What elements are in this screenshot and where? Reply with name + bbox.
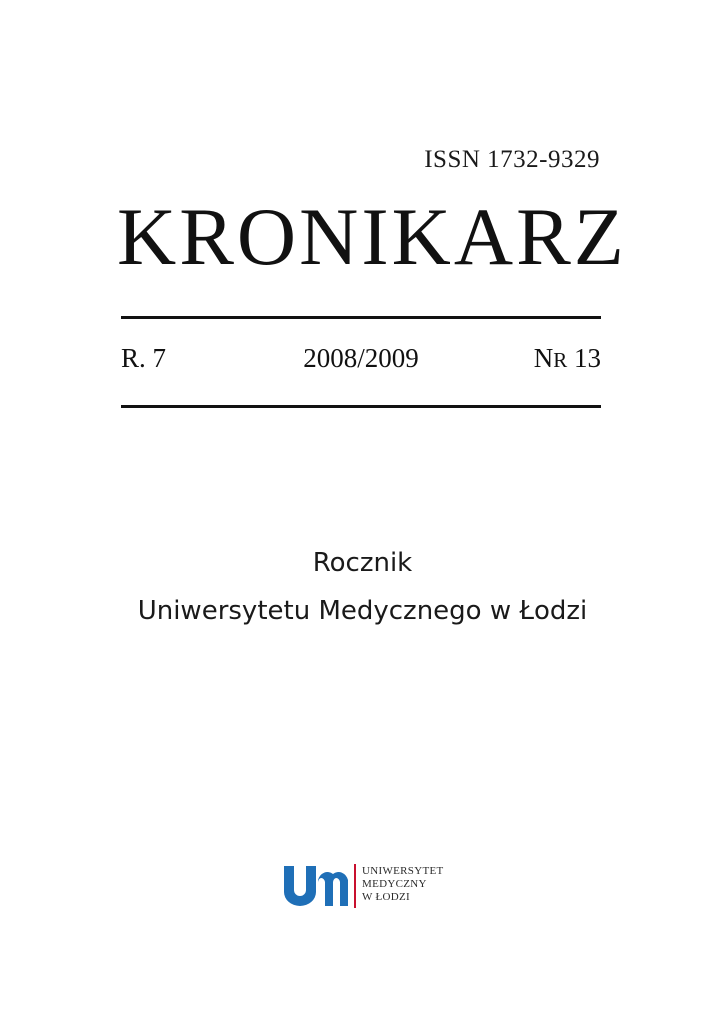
issue-number-prefix-small: R — [553, 348, 568, 372]
subtitle-line-2: Uniwersytetu Medycznego w Łodzi — [137, 596, 588, 626]
university-logo — [284, 862, 464, 912]
issue-number-value: 13 — [567, 343, 601, 373]
logo-wordmark — [362, 865, 444, 904]
logo-line-2: MEDYCZNY — [362, 878, 427, 890]
bottom-rule — [121, 405, 601, 408]
issue-number-prefix: N — [533, 343, 554, 373]
logo-divider — [354, 864, 356, 908]
issue-info-row — [121, 343, 601, 379]
um-monogram-icon — [284, 866, 348, 906]
issn-number: ISSN 1732-9329 — [424, 146, 600, 173]
logo-line-3: W ŁODZI — [362, 891, 411, 903]
journal-title: KRONIKARZ — [117, 191, 627, 282]
logo-line-1: UNIWERSYTET — [362, 865, 444, 877]
top-rule — [121, 316, 601, 319]
issue-number-label — [534, 343, 601, 374]
years-label: 2008/2009 — [303, 343, 419, 373]
subtitle-line-1: Rocznik — [312, 548, 413, 578]
volume-label: R. 7 — [121, 343, 167, 373]
